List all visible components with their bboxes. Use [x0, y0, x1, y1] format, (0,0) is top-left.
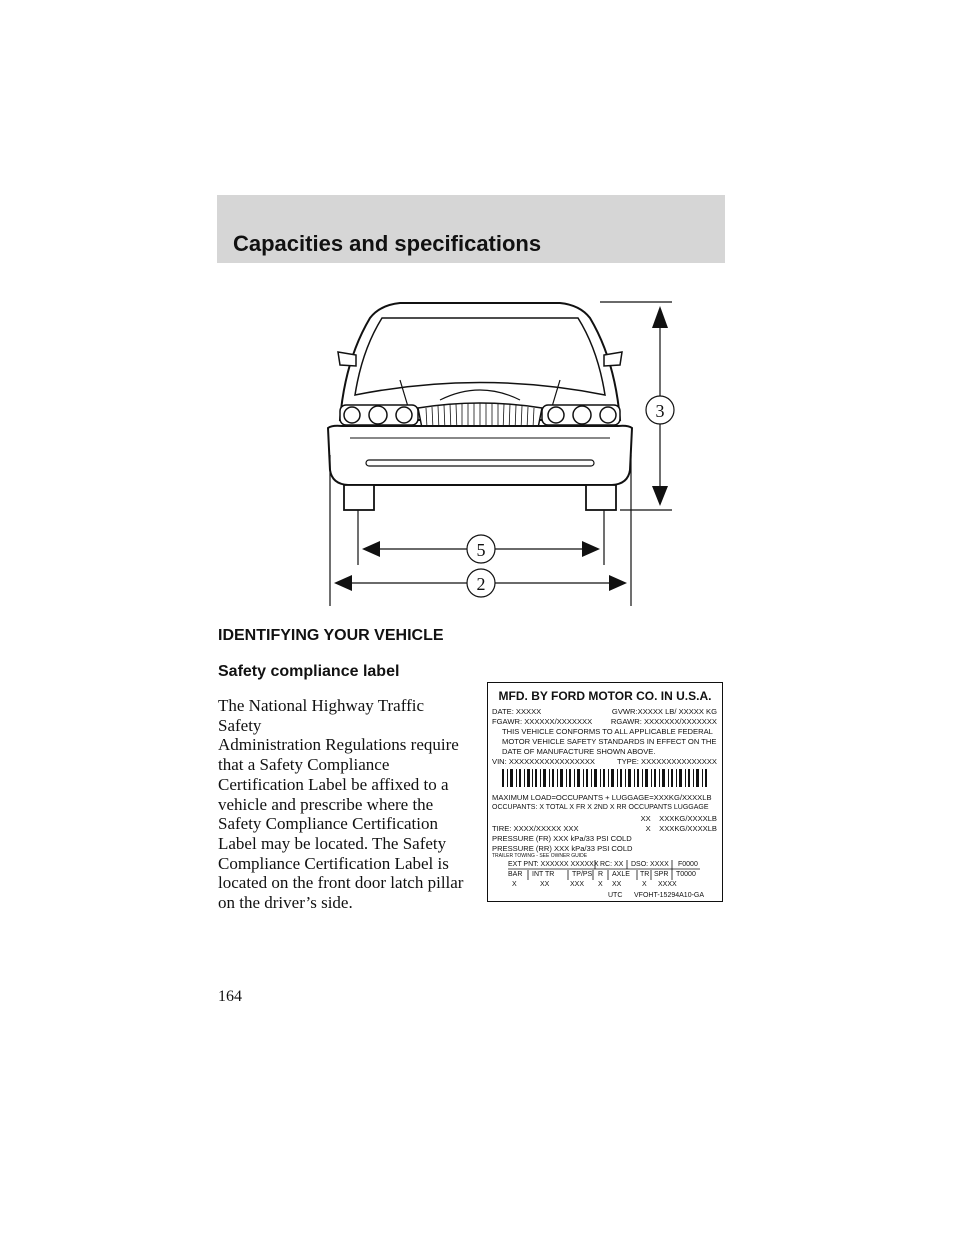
label-occupants: OCCUPANTS: X TOTAL X FR X 2ND X RR OCCUPANTS LUGGAGE [492, 804, 709, 811]
label-tire: TIRE: XXXX/XXXXX XXX [492, 824, 579, 833]
label-date: DATE: XXXXX [492, 707, 542, 716]
label-utc: UTC [608, 892, 623, 899]
mirror-left [338, 352, 356, 366]
grid-value: X [512, 881, 517, 888]
label-dso: DSO: XXXX [631, 861, 669, 868]
label-conform-3: DATE OF MANUFACTURE SHOWN ABOVE. [502, 747, 656, 756]
label-conform-2: MOTOR VEHICLE SAFETY STANDARDS IN EFFECT ON THE [502, 737, 717, 746]
grid-header: BAR [508, 871, 523, 878]
grid-value: XX [612, 881, 622, 888]
tire-left [344, 485, 374, 510]
mirror-right [604, 352, 622, 366]
label-occupant-value-1: XX XXXKG/XXXXLB [640, 814, 717, 823]
figure-id: VFOHT-15294A10-GA [634, 892, 705, 899]
tire-right [586, 485, 616, 510]
header-band [217, 195, 725, 263]
vehicle-dimensions-figure [300, 282, 700, 612]
label-vin: VIN: XXXXXXXXXXXXXXXXX [492, 757, 595, 766]
grid-value: XXXX [658, 881, 677, 888]
label-pressure-rear: PRESSURE (RR) XXX kPa/33 PSI COLD [492, 844, 633, 853]
grid-header: INT TR [532, 871, 555, 878]
label-trailer: TRAILER TOWING - SEE OWNER GUIDE [492, 853, 588, 859]
grid-header: SPR [654, 871, 669, 878]
section-heading: IDENTIFYING YOUR VEHICLE [218, 627, 444, 644]
grid-value: XXX [570, 881, 585, 888]
grid-value: XX [540, 881, 550, 888]
page-number: 164 [218, 988, 242, 1005]
label-title: MFD. BY FORD MOTOR CO. IN U.S.A. [498, 689, 712, 703]
car-bumper [328, 426, 632, 485]
grid-value: X [642, 881, 647, 888]
label-t-code: T0000 [676, 871, 696, 878]
label-max-load: MAXIMUM LOAD=OCCUPANTS + LUGGAGE=XXXKG/XXXXLB [492, 793, 712, 802]
label-code-grid-lines [488, 683, 724, 903]
callout-5-label: 5 [476, 540, 486, 560]
page-title: Capacities and specifications [233, 231, 542, 256]
callout-3-label: 3 [655, 401, 665, 421]
label-f-code: F0000 [678, 861, 698, 868]
label-rgawr: RGAWR: XXXXXXX/XXXXXXX [610, 717, 717, 726]
sub-heading: Safety compliance label [218, 663, 400, 680]
body-paragraph: The National Highway Traffic Safety Administration Regulations require that a Safety Compliance Certification Label be affixed to a vehicle and prescribe where the Safety Compliance Certification Label may be located. The Safety Compliance Certification Label is located on the front door latch pillar on the driver’s side. [218, 696, 464, 913]
grid-header: AXLE [612, 871, 630, 878]
safety-compliance-label [487, 682, 723, 902]
grid-header: TP/PS [572, 871, 593, 878]
grid-header: R [598, 871, 604, 878]
label-fgawr: FGAWR: XXXXXX/XXXXXXX [492, 717, 593, 726]
label-conform-1: THIS VEHICLE CONFORMS TO ALL APPLICABLE FEDERAL [502, 727, 713, 736]
callout-2-label: 2 [476, 574, 486, 594]
label-type: TYPE: XXXXXXXXXXXXXXX [616, 757, 717, 766]
grid-header: TR [640, 871, 650, 878]
label-gvwr: GVWR:XXXXX LB/ XXXXX KG [611, 707, 717, 716]
label-rc: RC: XX [600, 861, 624, 868]
label-ext-paint: EXT PNT: XXXXXX XXXXXX [508, 861, 599, 868]
grid-value: X [598, 881, 603, 888]
label-occupant-value-2: X XXXKG/XXXXLB [645, 824, 717, 833]
label-pressure-front: PRESSURE (FR) XXX kPa/33 PSI COLD [492, 834, 632, 843]
